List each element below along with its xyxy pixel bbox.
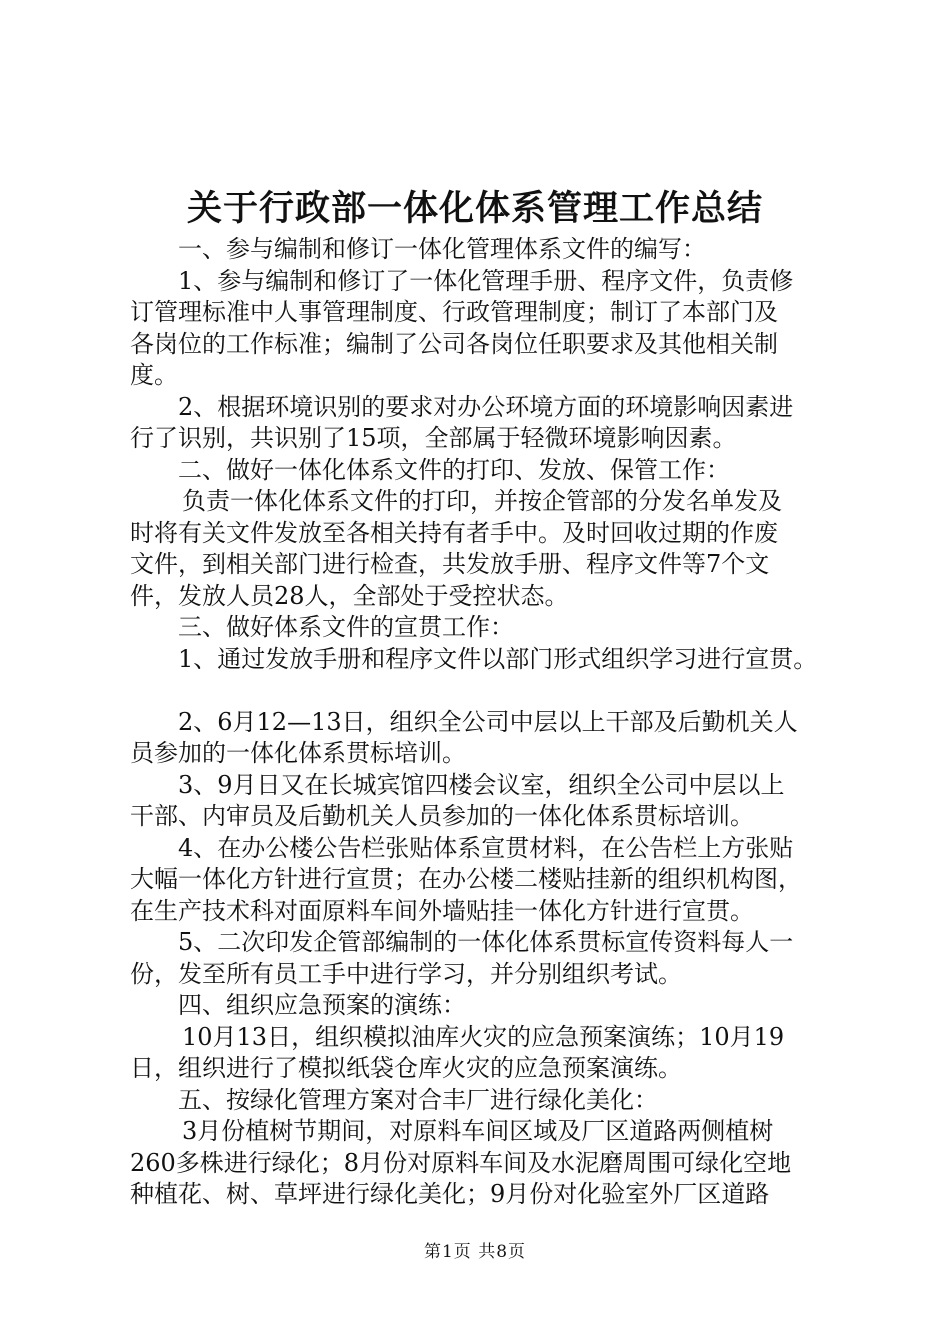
body-line: 文件，到相关部门进行检查，共发放手册、程序文件等7个文 <box>130 550 770 578</box>
body-line: 员参加的一体化体系贯标培训。 <box>130 739 466 767</box>
body-line: 份，发至所有员工手中进行学习，并分别组织考试。 <box>130 959 682 988</box>
blank-line <box>130 675 840 707</box>
body-line: 各岗位的工作标准；编制了公司各岗位任职要求及其他相关制 <box>130 329 778 358</box>
body-line: 2、6月12—13日，组织全公司中层以上干部及后勤机关人 <box>178 707 798 736</box>
body-line: 1、参与编制和修订了一体化管理手册、程序文件，负责修 <box>178 266 794 295</box>
body-line: 件，发放人员28人，全部处于受控状态。 <box>130 581 569 610</box>
body-line: 订管理标准中人事管理制度、行政管理制度；制订了本部门及 <box>130 298 778 326</box>
body-line: 3月份植树节期间，对原料车间区域及厂区道路两侧植树 <box>182 1117 774 1145</box>
body-line: 一、参与编制和修订一体化管理体系文件的编写： <box>178 235 706 263</box>
body-line: 二、做好一体化体系文件的打印、发放、保管工作： <box>178 455 730 484</box>
body-line: 五、按绿化管理方案对合丰厂进行绿化美化： <box>178 1085 658 1114</box>
document-title: 关于行政部一体化体系管理工作总结 <box>186 188 763 229</box>
body-line: 5、二次印发企管部编制的一体化体系贯标宣传资料每人一 <box>178 928 794 956</box>
document-body <box>130 234 840 1211</box>
body-line: 干部、内审员及后勤机关人员参加的一体化体系贯标培训。 <box>130 802 754 830</box>
body-line: 四、组织应急预案的演练： <box>178 991 466 1019</box>
body-line: 3、9月日又在长城宾馆四楼会议室，组织全公司中层以上 <box>178 770 785 799</box>
body-line: 大幅一体化方针进行宣贯；在办公楼二楼贴挂新的组织机构图， <box>130 865 802 893</box>
body-line: 负责一体化体系文件的打印，并按企管部的分发名单发及 <box>182 487 782 515</box>
body-line: 度。 <box>130 361 178 389</box>
body-line: 260多株进行绿化；8月份对原料车间及水泥磨周围可绿化空地 <box>130 1148 792 1177</box>
body-line: 种植花、树、草坪进行绿化美化；9月份对化验室外厂区道路 <box>130 1180 770 1208</box>
body-line: 日，组织进行了模拟纸袋仓库火灾的应急预案演练。 <box>130 1054 682 1082</box>
body-line: 在生产技术科对面原料车间外墙贴挂一体化方针进行宣贯。 <box>130 896 754 925</box>
body-line: 时将有关文件发放至各相关持有者手中。及时回收过期的作废 <box>130 518 778 547</box>
body-line: 三、做好体系文件的宣贯工作： <box>178 613 514 641</box>
body-line: 2、根据环境识别的要求对办公环境方面的环境影响因素进 <box>178 392 794 421</box>
body-line: 1、通过发放手册和程序文件以部门形式组织学习进行宣贯。 <box>178 644 818 673</box>
body-line: 4、在办公楼公告栏张贴体系宣贯材料，在公告栏上方张贴 <box>178 833 794 862</box>
body-line: 10月13日，组织模拟油库火灾的应急预案演练；10月19 <box>182 1022 785 1051</box>
body-line: 行了识别，共识别了15项，全部属于轻微环境影响因素。 <box>130 424 737 452</box>
page-footer: 第1页 共8页 <box>423 1242 527 1262</box>
